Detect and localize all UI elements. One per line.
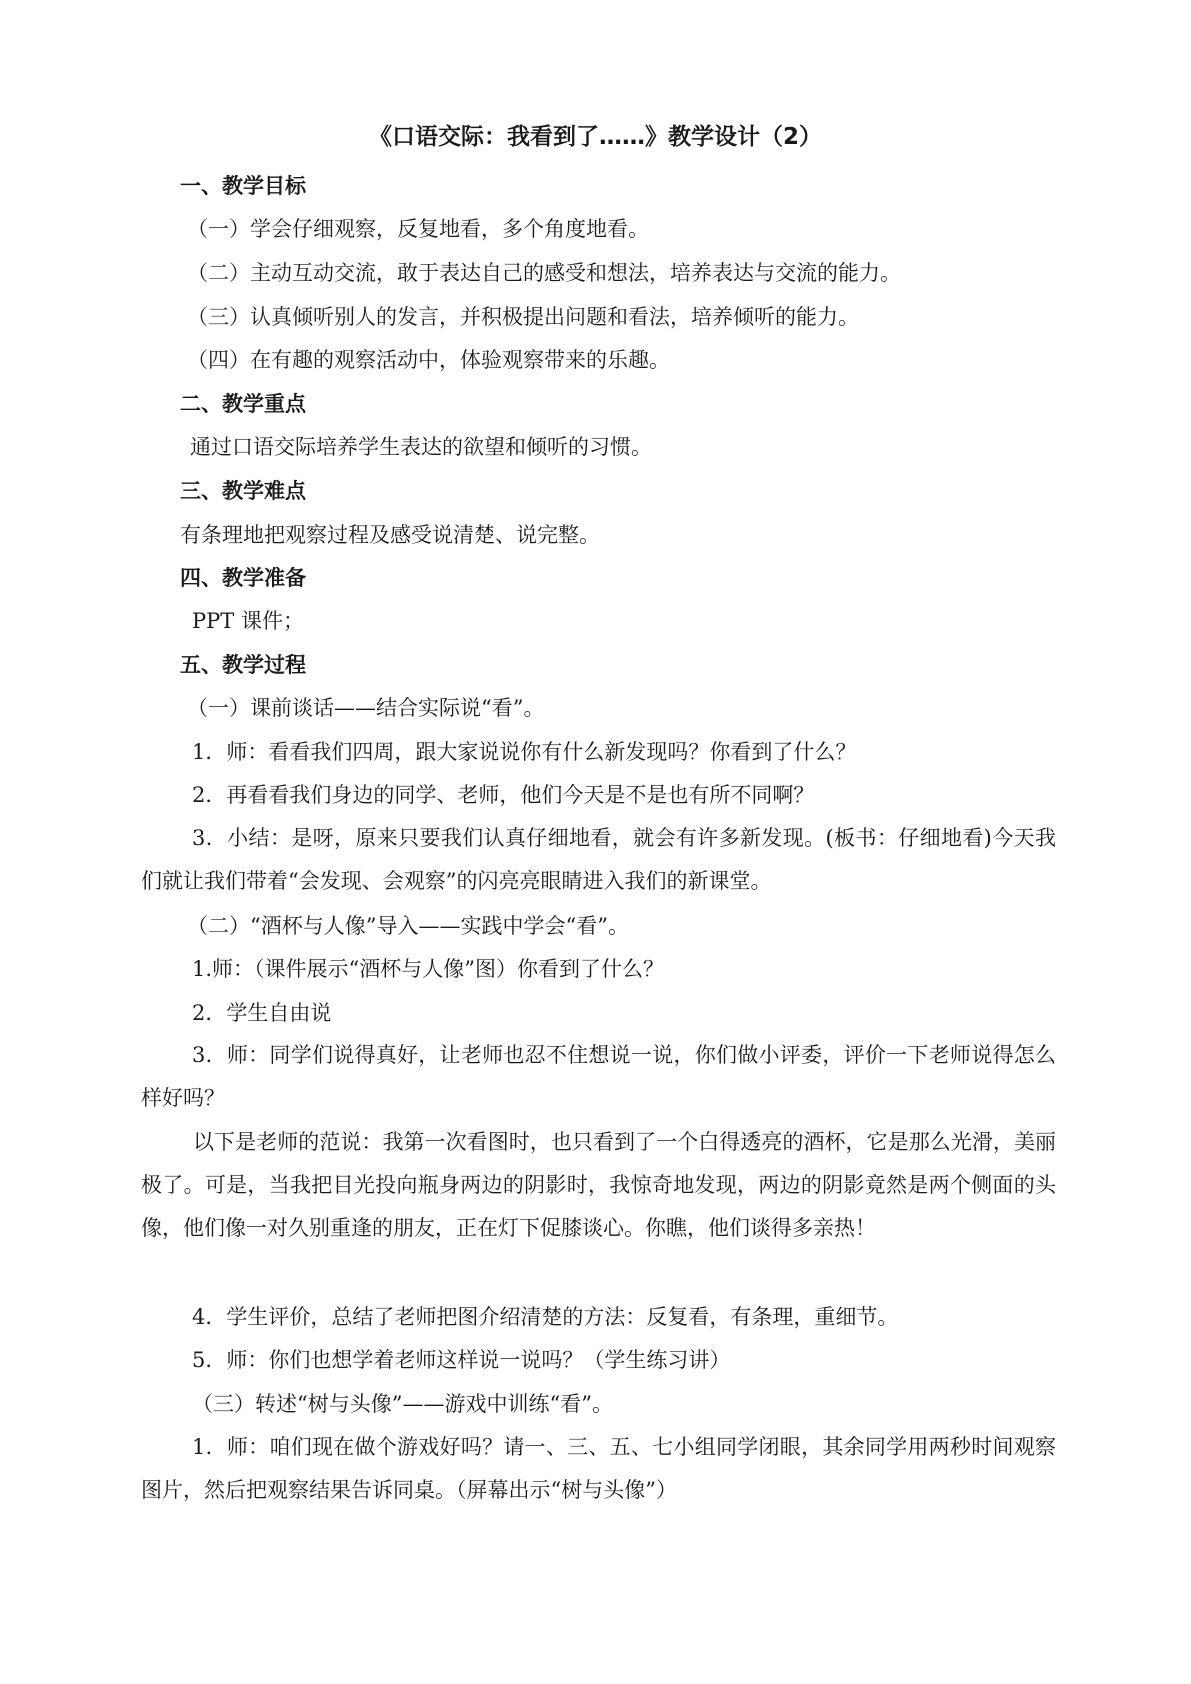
heading-goals: 一、教学目标 xyxy=(180,174,306,198)
heading-focus: 二、教学重点 xyxy=(180,392,306,416)
part2-step2: 2．学生自由说 xyxy=(192,1001,332,1025)
preparation-text: PPT 课件； xyxy=(192,609,304,633)
goal-item-4: （四）在有趣的观察活动中，体验观察带来的乐趣。 xyxy=(187,348,670,372)
part1-step3: 3．小结：是呀，原来只要我们认真仔细地看，就会有许多新发现。(板书：仔细地看)今天我们就让我们带着“会发现、会观察”的闪亮亮眼睛进入我们的新课堂。 xyxy=(141,826,1056,893)
goal-item-1: （一）学会仔细观察，反复地看，多个角度地看。 xyxy=(187,217,649,241)
heading-difficulty: 三、教学难点 xyxy=(180,479,306,503)
goal-item-2: （二）主动互动交流，敢于表达自己的感受和想法，培养表达与交流的能力。 xyxy=(187,261,901,285)
difficulty-text: 有条理地把观察过程及感受说清楚、说完整。 xyxy=(180,523,600,547)
part2-step3: 3．师：同学们说得真好，让老师也忍不住想说一说，你们做小评委，评价一下老师说得怎么样好吗？ xyxy=(141,1043,1056,1110)
part3-step1: 1．师：咱们现在做个游戏好吗？请一、三、五、七小组同学闭眼，其余同学用两秒时间观察图片，然后把观察结果告诉同桌。（屏幕出示“树与头像”） xyxy=(141,1435,1056,1502)
part2-title: （二）“酒杯与人像”导入——实践中学会“看”。 xyxy=(187,914,629,938)
part2-step1: 1.师：（课件展示“酒杯与人像”图）你看到了什么？ xyxy=(192,957,665,981)
heading-process: 五、教学过程 xyxy=(180,653,306,677)
part2-step4: 4．学生评价，总结了老师把图介绍清楚的方法：反复看，有条理，重细节。 xyxy=(192,1305,899,1329)
document-title: 《口语交际：我看到了……》教学设计（2） xyxy=(368,124,822,150)
focus-text: 通过口语交际培养学生表达的欲望和倾听的习惯。 xyxy=(190,435,652,459)
part2-example: 以下是老师的范说：我第一次看图时，也只看到了一个白得透亮的酒杯，它是那么光滑，美丽极了。可是，当我把目光投向瓶身两边的阴影时，我惊奇地发现，两边的阴影竟然是两个侧面的头像，他们像一对久别重逢的朋友，正在灯下促膝谈心。你瞧，他们谈得多亲热！ xyxy=(141,1130,1056,1240)
heading-preparation: 四、教学准备 xyxy=(180,566,306,590)
part1-title: （一）课前谈话——结合实际说“看”。 xyxy=(187,696,545,720)
goal-item-3: （三）认真倾听别人的发言，并积极提出问题和看法，培养倾听的能力。 xyxy=(187,305,859,329)
part1-step2: 2．再看看我们身边的同学、老师，他们今天是不是也有所不同啊？ xyxy=(192,783,815,807)
part2-step5: 5．师：你们也想学着老师这样说一说吗？（学生练习讲） xyxy=(192,1348,731,1372)
part1-step1: 1．师：看看我们四周，跟大家说说你有什么新发现吗？你看到了什么？ xyxy=(192,740,857,764)
part3-title: （三）转述“树与头像”——游戏中训练“看”。 xyxy=(192,1392,613,1416)
